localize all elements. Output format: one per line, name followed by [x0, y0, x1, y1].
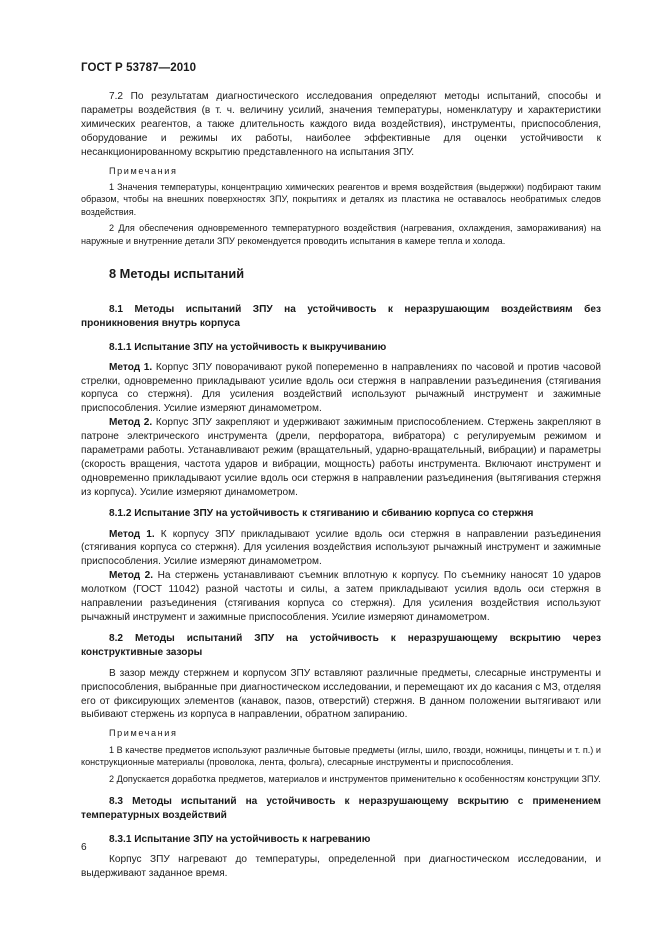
method-label: Метод 2. [109, 570, 154, 582]
method-text: Корпус ЗПУ поворачивают рукой попеременно в направлениях по часовой и против часовой стрелки, одновременно прикладывают усилие вдоль оси стержня в направлении разъединения (стягивания корпуса со стержня). Для усиления воздействий используют рычажный инструмент и зажимные приспособления. Усилие измеряют динамометром. [81, 361, 601, 415]
method-text: К корпусу ЗПУ прикладывают усилие вдоль оси стержня в направлении разъединения (стягивания корпуса со стержня). Для усиления воздействия используют рычажный инструмент и зажимные приспособления. Усилие измеряют динамометром. [81, 528, 601, 568]
document-header: ГОСТ Р 53787—2010 [81, 62, 197, 74]
page-number: 6 [81, 842, 87, 853]
method-1-paragraph [81, 361, 601, 417]
section-8-2-heading: 8.2 Методы испытаний ЗПУ на устойчивость к неразрушающему вскрытию через конструктивные зазоры [81, 632, 601, 658]
section-8-1-1-heading: 8.1.1 Испытание ЗПУ на устойчивость к выкручиванию [109, 341, 387, 353]
notes-title: Примечания [109, 728, 178, 739]
section-8-1-heading: 8.1 Методы испытаний ЗПУ на устойчивость к неразрушающим воздействиям без проникновения внутрь корпуса [81, 303, 601, 329]
note-1: 1 Значения температуры, концентрацию химических реагентов и время воздействия (выдержки) подбирают таким образом, чтобы на внешних поверхностях ЗПУ, покрытиях и деталях из пластика не оставалось необратимых следов воздействия. [81, 181, 601, 217]
section-8-heading: 8 Методы испытаний [109, 265, 245, 281]
paragraph-7-2: 7.2 По результатам диагностического исследования определяют методы испытаний, способы и параметры воздействия (в т. ч. величину усилий, значения температуры, номенклатуру и характеристики химических реагентов, а также длительность каждого вида воздействия), инструменты, приспособления, оборудование и режимы их работы, наиболее эффективные для оценки устойчивости к несанкционированному вскрытию представленного на испытания ЗПУ. [81, 91, 601, 158]
section-8-3-1-heading: 8.3.1 Испытание ЗПУ на устойчивость к нагреванию [109, 833, 371, 845]
method-label: Метод 2. [109, 417, 153, 429]
section-8-3-1-text: Корпус ЗПУ нагревают до температуры, определенной при диагностическом исследовании, и выдерживают заданное время. [81, 853, 601, 879]
section-8-1-2-heading: 8.1.2 Испытание ЗПУ на устойчивость к стягиванию и сбиванию корпуса со стержня [109, 507, 534, 519]
method-2-paragraph [81, 416, 601, 499]
method-text: На стержень устанавливают съемник вплотную к корпусу. По съемнику наносят 10 ударов молотком (ГОСТ 11042) разной частоты и силы, а затем прикладывают усилия вдоль оси стержня в направлении разъединения (стягивания корпуса со стержня). Для усиления воздействия используют рычажный инструмент и зажимные приспособления. Усилие измеряют динамометром. [81, 570, 601, 623]
section-8-3-heading: 8.3 Методы испытаний на устойчивость к неразрушающему вскрытию с применением температурных воздействий [81, 795, 601, 821]
note-1: 1 В качестве предметов используют различные бытовые предметы (иглы, шило, гвозди, ножницы, пинцеты и т. п.) и конструкционные материалы (проволока, лента, фольга), слесарные инструменты и приспособления. [81, 744, 601, 768]
page-content [81, 90, 601, 881]
note-2: 2 Допускается доработка предметов, материалов и инструментов применительно к особенностям конструкции ЗПУ. [109, 773, 601, 784]
method-1-paragraph [81, 528, 601, 570]
method-label: Метод 1. [109, 361, 153, 373]
method-label: Метод 1. [109, 528, 155, 540]
note-2: 2 Для обеспечения одновременного температурного воздействия (нагревания, охлаждения, замораживания) на наружные и внутренние детали ЗПУ рекомендуется проводить испытания в камере тепла и холода. [81, 223, 601, 246]
section-8-2-text: В зазор между стержнем и корпусом ЗПУ вставляют различные предметы, слесарные инструменты и приспособления, выбранные при диагностическом исследовании, и перемещают их до касания с МЗ, отделяя его от фиксирующих элементов (канавок, пазов, отверстий) стержня. В данном положении вытягивают или выбивают стержень из корпуса в направлении, обратном запиранию. [81, 667, 601, 721]
method-text: Корпус ЗПУ закрепляют и удерживают зажимным приспособлением. Стержень закрепляют в патроне электрического инструмента (дрели, перфоратора, вибратора) с регулируемым режимом и параметрами работы. Устанавливают режим (вращательный, ударно-вращательный, вибрации) и параметры (скорость вращения, частота ударов и вибрации, мощность) работы инструмента. Включают инструмент и одновременно прикладывают усилие вдоль оси стержня в направлении разъединения (вытягивания стержня из корпуса). Усилие измеряют динамометром. [81, 417, 601, 498]
notes-title: Примечания [109, 165, 178, 176]
method-2-paragraph [81, 569, 601, 625]
